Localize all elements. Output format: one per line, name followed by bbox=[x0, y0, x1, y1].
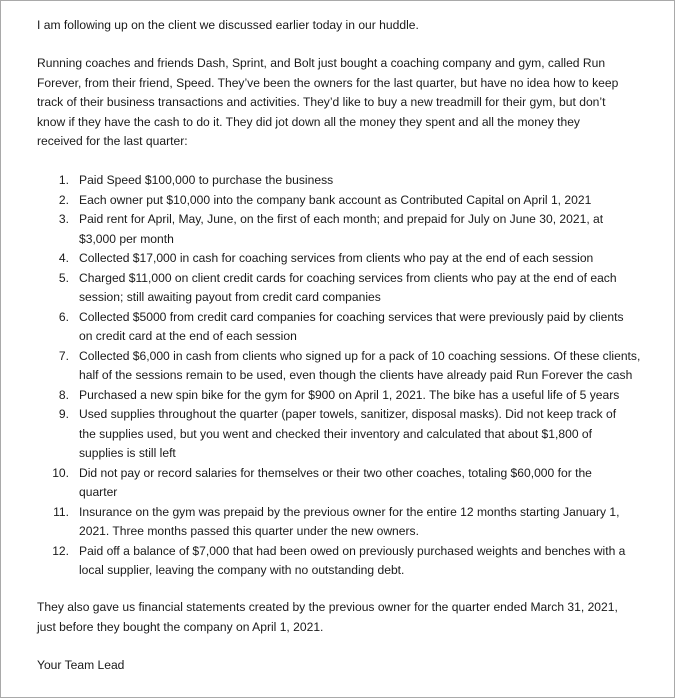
list-item bbox=[37, 308, 657, 347]
list-item-number: 10. bbox=[52, 465, 69, 480]
list-item-text: Paid Speed $100,000 to purchase the business bbox=[79, 173, 334, 187]
list-item-text: session; still awaiting payout from credit card companies bbox=[79, 290, 381, 304]
list-item-text: Did not pay or record salaries for themselves or their two other coaches, totaling $60,000 for the bbox=[79, 465, 592, 480]
transaction-list bbox=[37, 171, 657, 581]
list-item-text: Charged $11,000 on client credit cards for coaching services from clients who pay at the end of each bbox=[79, 270, 617, 285]
list-item-text: local supplier, leaving the company with no outstanding debt. bbox=[79, 563, 405, 577]
list-item-number: 6. bbox=[58, 309, 69, 324]
paragraph-line: received for the last quarter: bbox=[37, 134, 188, 148]
list-item-text: $3,000 per month bbox=[79, 231, 174, 246]
list-item bbox=[37, 269, 657, 308]
list-item-text: Collected $17,000 in cash for coaching services from clients who pay at the end of each session bbox=[79, 251, 594, 265]
list-item-text: Collected $5000 from credit card companies for coaching services that were previously paid by clients bbox=[79, 309, 624, 324]
list-item-number: 2. bbox=[58, 192, 69, 207]
context-paragraph bbox=[37, 54, 657, 152]
list-item-text: Paid off a balance of $7,000 that had been owed on previously purchased weights and benches with a bbox=[79, 543, 626, 558]
list-item-number: 9. bbox=[58, 407, 69, 421]
list-item-text: supplies is still left bbox=[79, 446, 176, 460]
statements-paragraph bbox=[37, 598, 657, 637]
list-item-text: quarter bbox=[79, 485, 118, 499]
list-item-number: 1. bbox=[58, 173, 69, 187]
list-item-text: Each owner put $10,000 into the company bank account as Contributed Capital on April 1, 2021 bbox=[79, 192, 592, 207]
list-item-text: Insurance on the gym was prepaid by the previous owner for the entire 12 months starting January 1, bbox=[79, 504, 620, 519]
list-item bbox=[37, 405, 657, 464]
list-item bbox=[37, 347, 657, 386]
list-item-text: Collected $6,000 in cash from clients who signed up for a pack of 10 coaching sessions. Of these clients, bbox=[79, 348, 641, 363]
list-item bbox=[37, 542, 657, 581]
list-item bbox=[37, 386, 657, 406]
list-item bbox=[37, 249, 657, 269]
intro-line: I am following up on the client we discussed earlier today in our huddle. bbox=[37, 18, 419, 32]
list-item bbox=[37, 210, 657, 249]
list-item bbox=[37, 464, 657, 503]
list-item bbox=[37, 191, 657, 211]
paragraph-line: Forever, from their friend, Speed. They’ve been the owners for the last quarter, but have no idea how to keep bbox=[37, 75, 619, 90]
paragraph-line: just before they bought the company on April 1, 2021. bbox=[37, 619, 324, 634]
list-item-number: 8. bbox=[58, 387, 69, 402]
list-item-number: 3. bbox=[58, 212, 69, 226]
list-item-number: 4. bbox=[58, 251, 69, 265]
list-item bbox=[37, 503, 657, 542]
list-item-text: half of the sessions remain to be used, even though the clients have already paid Run Forever the cash bbox=[79, 368, 633, 382]
list-item-text: Used supplies throughout the quarter (paper towels, sanitizer, disposal masks). Did not keep track of bbox=[79, 407, 617, 421]
list-item-text: Paid rent for April, May, June, on the first of each month; and prepaid for July on June 30, 2021, at bbox=[79, 212, 604, 226]
list-item-number: 12. bbox=[52, 543, 69, 558]
list-item bbox=[37, 171, 657, 191]
list-item-text: the supplies used, but you went and checked their inventory and calculated that about $1,800 of bbox=[79, 426, 592, 441]
list-item-text: on credit card at the end of each session bbox=[79, 329, 297, 343]
paragraph-line: know if they have the cash to do it. They did jot down all the money they spent and all the money they bbox=[37, 114, 580, 129]
paragraph-line: They also gave us financial statements created by the previous owner for the quarter ended March 31, 2021, bbox=[37, 600, 618, 614]
list-item-text: 2021. Three months passed this quarter under the new owners. bbox=[79, 524, 419, 538]
paragraph-line: track of their business transactions and activities. They’d like to buy a new treadmill for their gym, but don’t bbox=[37, 95, 606, 109]
list-item-number: 5. bbox=[58, 270, 69, 285]
paragraph-line: Running coaches and friends Dash, Sprint, and Bolt just bought a coaching company and gym, called Run bbox=[37, 56, 606, 70]
signoff: Your Team Lead bbox=[37, 658, 125, 672]
list-item-text: Purchased a new spin bike for the gym for $900 on April 1, 2021. The bike has a useful life of 5 years bbox=[79, 387, 620, 402]
list-item-number: 7. bbox=[58, 348, 69, 363]
list-item-number: 11. bbox=[53, 504, 69, 519]
